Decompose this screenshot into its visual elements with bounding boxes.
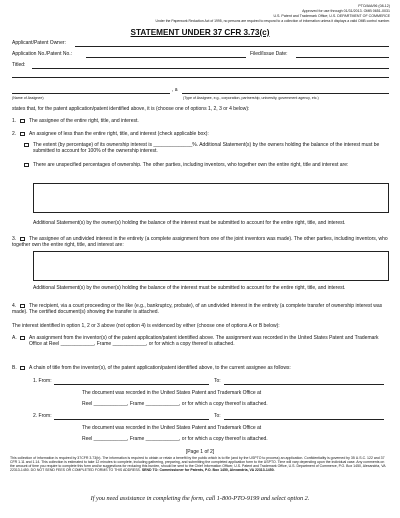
option-3-other-parties-box[interactable]	[33, 251, 389, 281]
chain-1-to-field[interactable]	[224, 384, 384, 385]
interest-evidence-line: The interest identified in option 1, 2 or 3 above (not option 4) is evidenced by either (choose one of options A or B below):	[12, 323, 280, 329]
comma-a-text: , a	[172, 87, 178, 93]
page-number: [Page 1 of 2]	[185, 449, 215, 455]
option-2-text: An assignee of less than the entire right, title, and interest (check applicable box):	[29, 131, 209, 137]
option-4-number: 4.	[12, 303, 17, 309]
option-1-checkbox[interactable]	[20, 119, 25, 124]
assignee-name-field[interactable]	[12, 93, 170, 94]
option-3-text: The assignee of an undivided interest in the entirety (a complete assignment from one of the joint inventors was made). The other parties, including inventors, who together own the entire right, title, and interest are:	[12, 236, 388, 248]
applicant-owner-field[interactable]	[75, 46, 389, 47]
approval-line: Approved for use through 01/31/2013. OMB 0651-0031	[302, 9, 390, 13]
paperwork-notice: Under the Paperwork Reduction Act of 1995, no persons are required to respond to a collection of information unless it displays a valid OMB control number.	[155, 19, 390, 23]
chain-2-recorded-text: The document was recorded in the United States Patent and Trademark Office at	[82, 425, 262, 431]
option-a-text: An assignment from the inventor(s) of the patent application/patent identified above. The assignment was recorded in the United States Patent and Trademark Office at Reel ____________, Frame ____________, or for which a copy thereof is attached.	[29, 335, 379, 347]
filed-issue-date-field[interactable]	[296, 57, 389, 58]
application-no-field[interactable]	[86, 57, 246, 58]
page-title: STATEMENT UNDER 37 CFR 3.73(c)	[130, 28, 270, 37]
option-1-text: The assignee of the entire right, title, and interest.	[29, 118, 139, 124]
burden-text: This collection of information is required by 37CFR 3.73(b). The information is required to obtain or retain a benefit by the public which is to file (and by the USPTO to process) an application. Confidentiality is governed by 35 U.S.C. 122 and 37 CFR 1.11 and 1.14. This collection is estimated to take 12 minutes to complete, including gathering, preparing, and submitting the completed application form to the USPTO. Time will vary depending upon the individual case. Any comments on the amount of time you require to complete this form and/or suggestions for reducing this burden, should be sent to the Chief Information Officer, U.S. Patent and Trademark Office, U.S. Department of Commerce, P.O. Box 1450, Alexandria, VA 22313-1450. DO NOT SEND FEES OR COMPLETED FORMS TO THIS ADDRESS.	[10, 456, 386, 473]
chain-1-from-field[interactable]	[54, 384, 209, 385]
option-2a-text: The extent (by percentage) of its ownership interest is ______________%. Additional Statement(s) by the owners holding the balance of the interest must be submitted to account for 100% of the ownership interest.	[33, 142, 380, 154]
chain-2-reel-frame-text: Reel ____________, Frame ____________, or for which a copy thereof is attached.	[82, 436, 268, 442]
applicant-owner-label: Applicant/Patent Owner:	[12, 40, 66, 46]
agency-line: U.S. Patent and Trademark Office; U.S. DEPARTMENT OF COMMERCE	[273, 14, 390, 18]
titled-field-line2[interactable]	[12, 77, 389, 78]
option-2a-checkbox[interactable]	[24, 143, 29, 148]
option-b-checkbox[interactable]	[20, 366, 25, 371]
option-a-checkbox[interactable]	[20, 336, 25, 341]
chain-1-reel-frame-text: Reel ____________, Frame ____________, or for which a copy thereof is attached.	[82, 401, 268, 407]
option-1-number: 1.	[12, 118, 17, 124]
option-2-checkbox[interactable]	[20, 132, 25, 137]
chain-1-from-label: 1. From:	[33, 378, 52, 384]
option-2b-checkbox[interactable]	[24, 163, 29, 168]
chain-2-from-label: 2. From:	[33, 413, 52, 419]
send-to-text: SEND TO: Commissioner for Patents, P.O. Box 1450, Alexandria, VA 22313-1450.	[141, 468, 275, 473]
option-b-label: B.	[12, 365, 17, 371]
option-a-label: A.	[12, 335, 17, 341]
chain-1-to-label: To:	[214, 378, 221, 384]
option-4-text: The recipient, via a court proceeding or the like (e.g., bankruptcy, probate), of an undivided interest in the entirety (a complete transfer of ownership interest was made). The certified document(s) showing the transfer is attached.	[12, 303, 383, 315]
name-of-assignee-caption: (Name of Assignee)	[12, 96, 44, 100]
option-b-text: A chain of title from the inventor(s), of the patent application/patent identified above, to the current assignee as follows:	[29, 365, 291, 371]
option-3-additional-statement: Additional Statement(s) by the owner(s) holding the balance of the interest must be submitted to account for the entire right, title, and interest.	[33, 285, 346, 291]
burden-statement	[10, 456, 390, 472]
filed-issue-date-label: Filed/Issue Date:	[250, 51, 288, 57]
chain-2-to-field[interactable]	[224, 419, 384, 420]
option-2-number: 2.	[12, 131, 17, 137]
chain-2-to-label: To:	[214, 413, 221, 419]
chain-2-from-field[interactable]	[54, 419, 209, 420]
states-line: states that, for the patent application/patent identified above, it is (choose one of options 1, 2, 3 or 4 below):	[12, 106, 250, 112]
option-2b-text: There are unspecified percentages of ownership. The other parties, including inventors, who together own the entire right, title and interest are:	[33, 162, 349, 168]
titled-label: Titled:	[12, 62, 26, 68]
option-2-additional-statement: Additional Statement(s) by the owner(s) holding the balance of the interest must be submitted to account for the entire right, title, and interest.	[33, 220, 346, 226]
form-number: PTO/AIA/96 (08-12)	[358, 4, 390, 8]
assignee-type-field[interactable]	[182, 93, 389, 94]
titled-field[interactable]	[32, 68, 389, 69]
assistance-line: If you need assistance in completing the form, call 1-800-PTO-9199 and select option 2.	[90, 495, 310, 502]
option-2-other-parties-box[interactable]	[33, 183, 389, 213]
type-of-assignee-caption: (Type of Assignee, e.g., corporation, partnership, university, government agency, etc.)	[183, 96, 319, 100]
option-3-number: 3.	[12, 236, 17, 242]
chain-1-recorded-text: The document was recorded in the United States Patent and Trademark Office at	[82, 390, 262, 396]
application-no-label: Application No./Patent No.:	[12, 51, 73, 57]
